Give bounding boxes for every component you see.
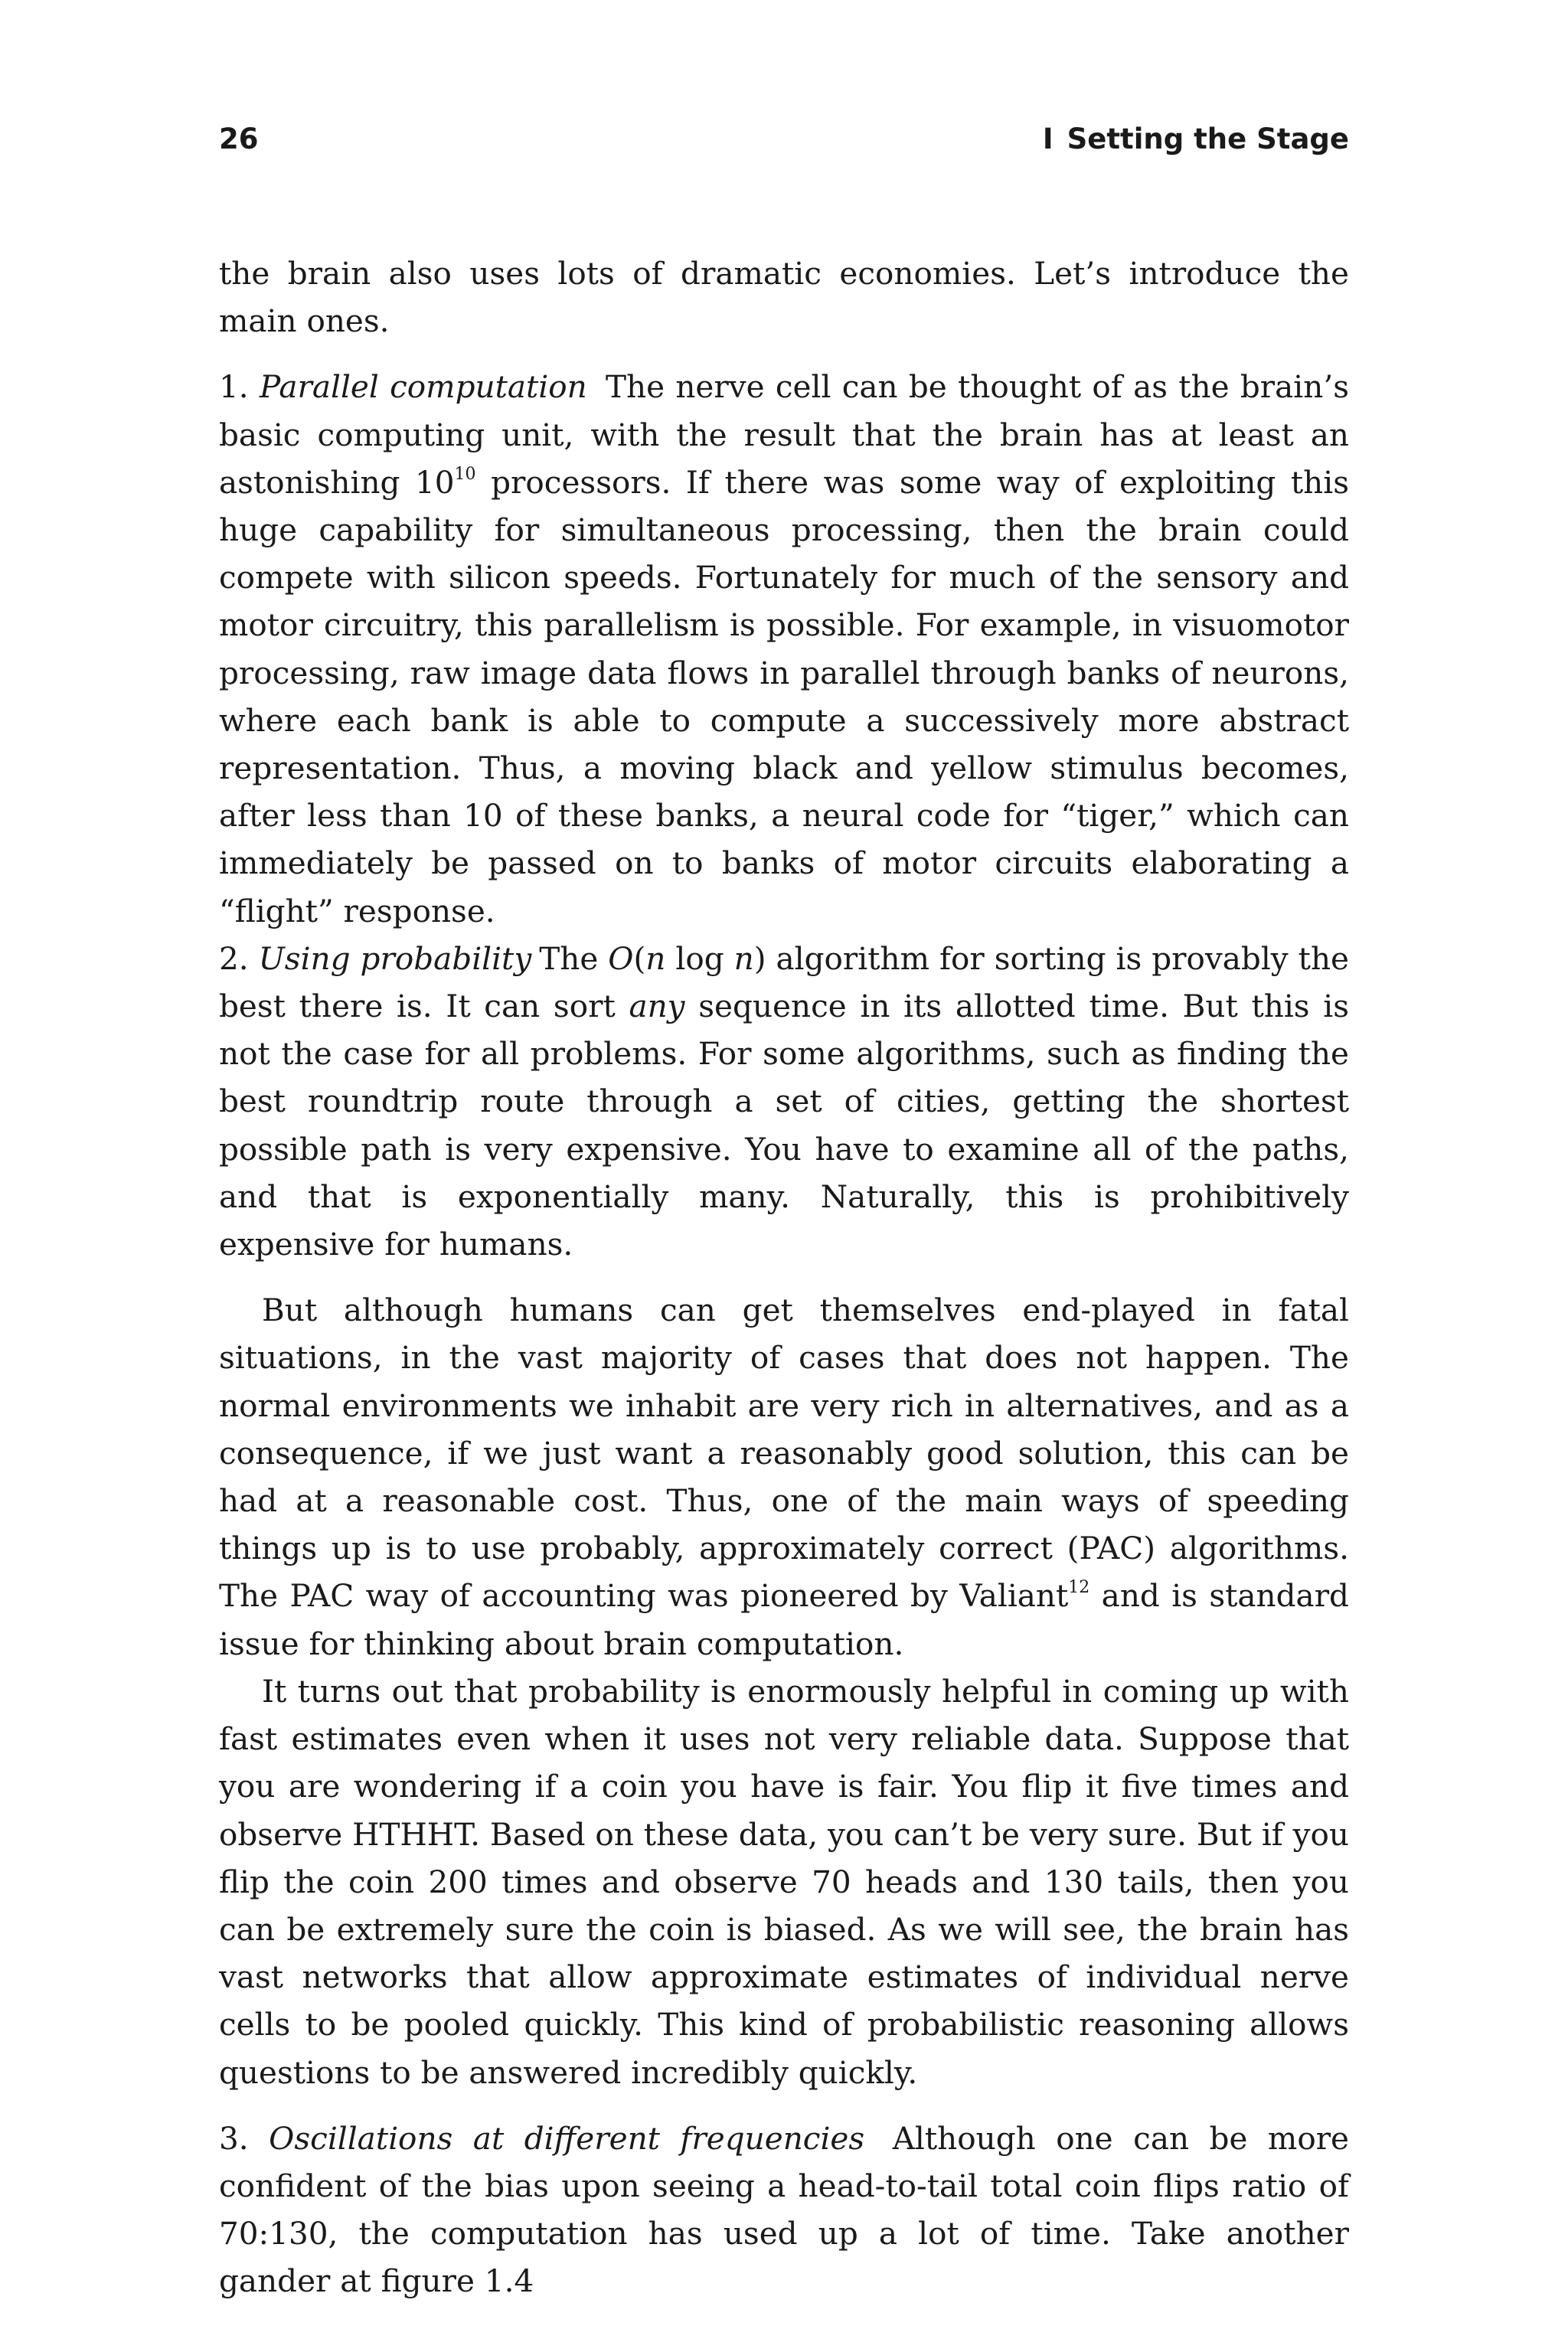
item-text: The nerve cell can be thought of as the brain’s basic computing unit, with the result that the brain has at least an astonishing 10 [219,368,1350,501]
running-header [219,122,1349,165]
running-head [1043,122,1349,155]
paragraph-coin-flip: It turns out that probability is enormously helpful in coming up with fast estimates even when it uses not very reliable data. Suppose that you are wondering if a coin you have is fair. You flip it five times and observe HTHHT. Based on these data, you can’t be very sure. But if you flip the coin 200 times and observe 70 heads and 130 tails, then you can be extremely sure the coin is biased. As we will see, the brain has vast networks that allow approximate estimates of individual nerve cells to be pooled quickly. This kind of probabilistic reasoning allows questions to be answered incredibly quickly. [219,1672,1349,2091]
item-label: Oscillations at different frequencies [269,2119,865,2157]
item-number: 1. [219,368,249,406]
page-number: 26 [219,122,259,155]
paragraph-text: But although humans can get themselves end-played in fatal situations, in the vast majority of cases that does not happen. The normal environments we inhabit are very rich in alternatives, and as a consequence, if we just want a reasonably good solution, this can be had at a reasonable cost. Thus, one of the main ways of speeding things up is to use probably, approximately correct (PAC) algorithms. The PAC way of accounting was pioneered by Valiant [219,1292,1349,1615]
paragraph-text-continued: and is standard issue for thinking about brain computation. [219,1577,1349,1662]
item-text-continued: processors. If there was some way of exploiting this huge capability for simultaneous processing, then the brain could compete with silicon speeds. Fortunately for much of the sensory and motor circuitry, this parallelism is possible. For example, in visuomotor processing, raw image data flows in parallel through banks of neurons, where each bank is able to compute a successively more abstract representation. Thus, a moving black and yellow stimulus becomes, after less than 10 of these banks, a neural code for “tiger,” which can immediately be passed on to banks of motor circuits elaborating a “flight” response. [219,463,1349,929]
item-text: The [539,939,609,977]
part-title: Setting the Stage [1067,122,1349,155]
paragraph-pac [219,1286,1349,1668]
body-text [219,250,1349,2305]
item-number: 2. [219,939,249,977]
item-using-probability [219,935,1349,1268]
item-parallel-computation [219,363,1349,934]
citation-superscript: 12 [1068,1578,1090,1598]
variable-n: n [645,939,666,977]
variable-n: n [733,939,754,977]
item-label: Parallel computation [259,368,587,406]
item-label: Using probability [258,939,532,977]
item-number: 3. [219,2119,249,2157]
paragraph-intro: the brain also uses lots of dramatic economies. Let’s introduce the main ones. [219,255,1349,340]
item-text-continued: ) algorithm for sorting is provably the best there is. It can sort [219,939,1349,1025]
item-text-end: sequence in its allotted time. But this is not the case for all problems. For some algorithms, such as finding the best roundtrip route through a set of cities, getting the shortest possible path is very expensive. You have to examine all of the paths, and that is exponentially many. Naturally, this is prohibitively expensive for humans. [219,988,1350,1263]
superscript-exponent: 10 [454,464,476,484]
part-numeral: I [1042,122,1054,155]
item-text: Although one can be more confident of the bias upon seeing a head-to-tail total coin flips ratio of 70:130, the computation has used up a lot of time. Take another gander at figure 1.4 [219,2119,1350,2300]
big-o: O [608,939,634,977]
paren-open: ( [633,939,646,977]
emphasis-any: any [629,988,685,1025]
log-text: log [665,939,734,977]
item-oscillations [219,2115,1349,2305]
